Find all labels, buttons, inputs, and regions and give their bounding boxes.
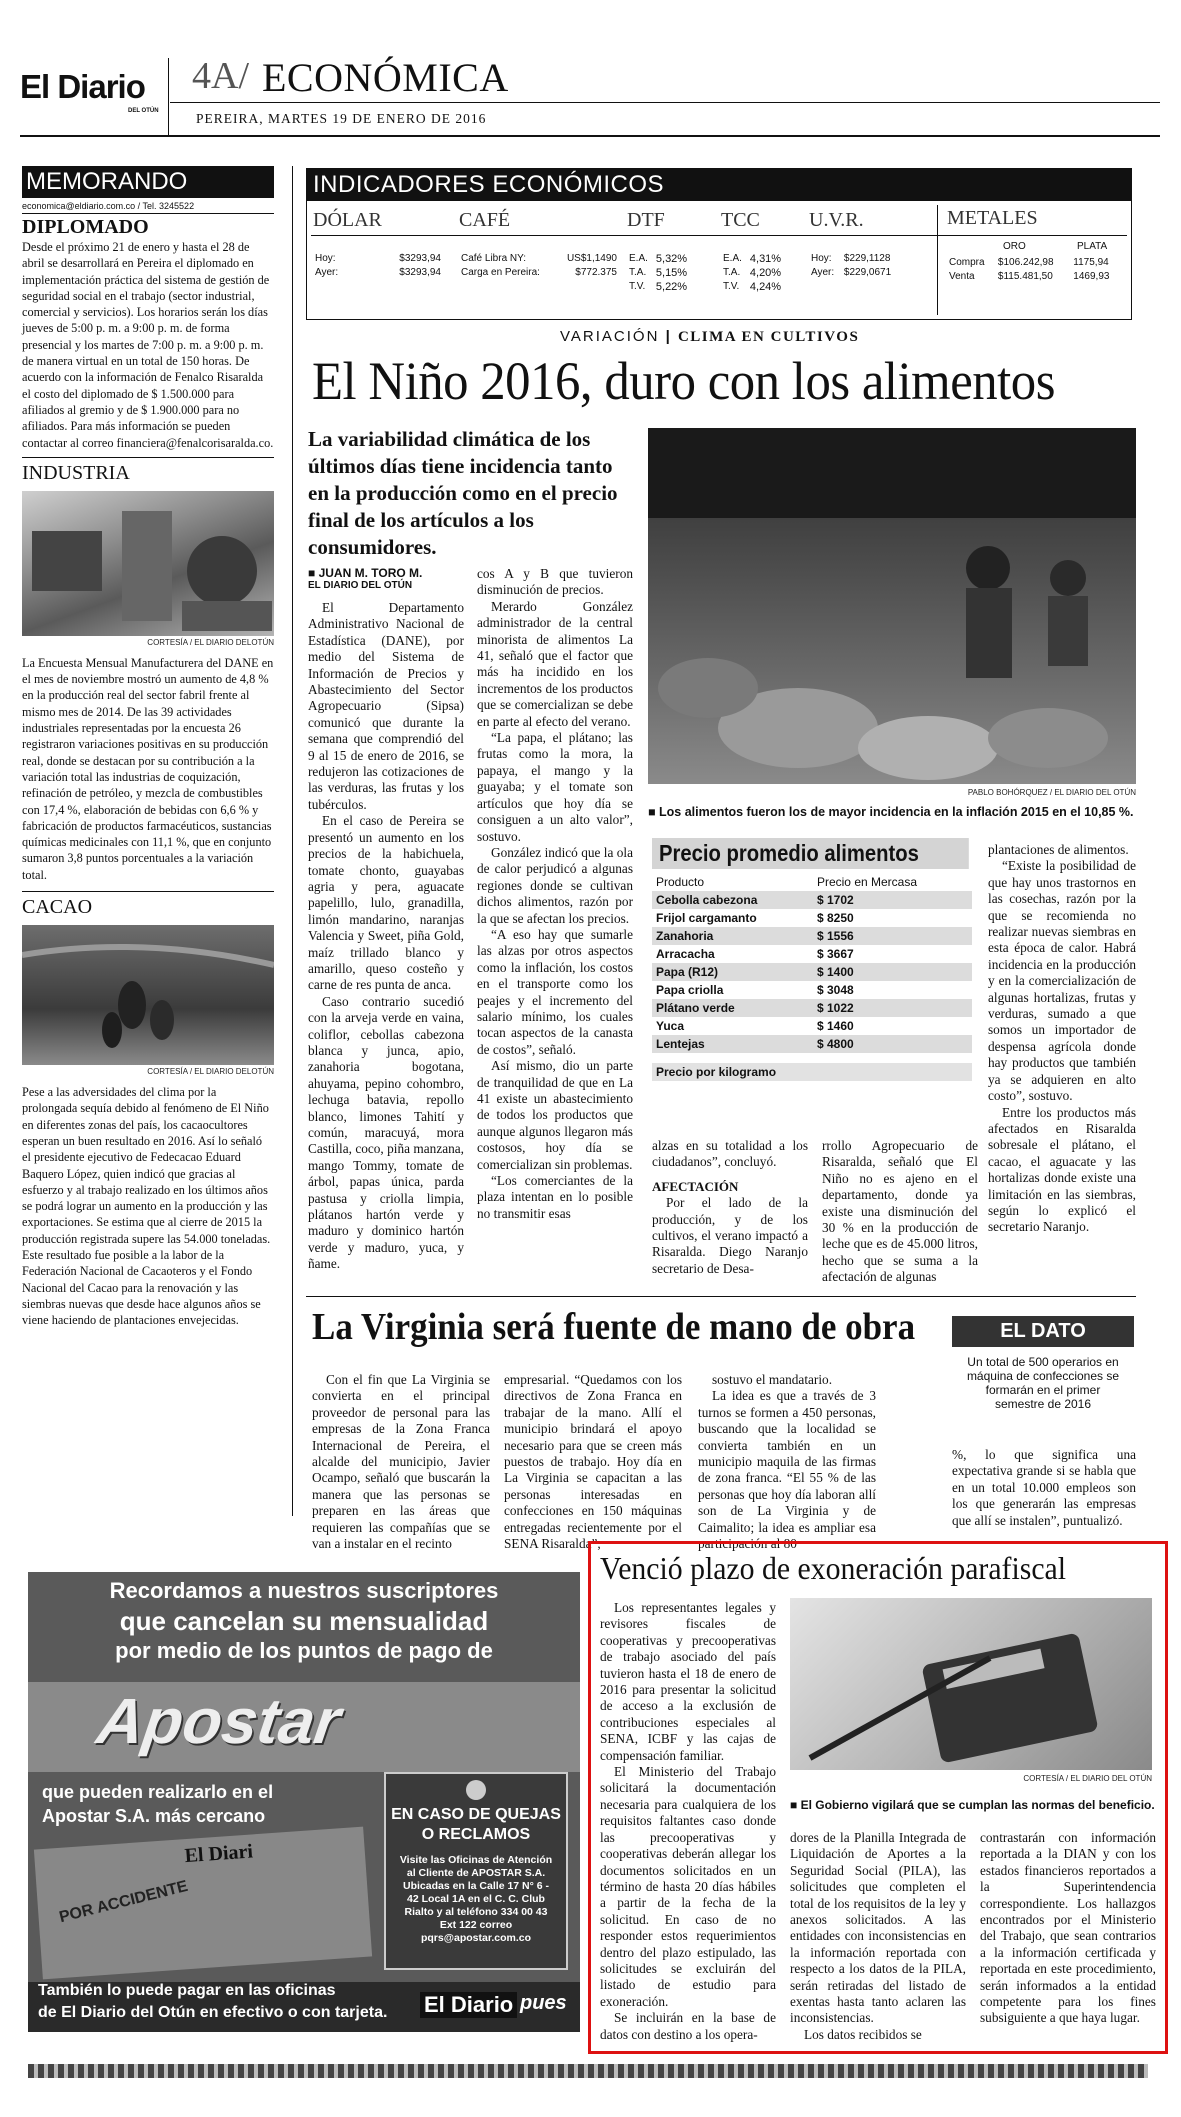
plata-compra: 1175,94 <box>1073 257 1109 268</box>
indicadores-header: INDICADORES ECONÓMICOS <box>307 169 1131 201</box>
precio-product: Yuca <box>656 1019 685 1033</box>
precio-row <box>652 963 972 981</box>
parafiscal-headline: Venció plazo de exoneración parafiscal <box>600 1550 1067 1586</box>
page-number: 4A/ <box>192 55 249 97</box>
section-title: ECONÓMICA <box>262 55 509 100</box>
dolar-ayer-label: Ayer: <box>315 267 339 278</box>
calculator-caption <box>790 1798 1158 1812</box>
tcc-ta-label: T.A. <box>723 267 741 278</box>
paragraph: “La papa, el plátano; las frutas como la mora, la papaya, el mango y la guayaba; y el tomate son artículos que hoy día se consiguen a un alto valor”, sostuvo. <box>477 730 633 844</box>
quejas-title1: EN CASO DE QUEJAS <box>391 1806 561 1823</box>
memorando-header: MEMORANDO <box>22 166 274 198</box>
dolar-hoy-label: Hoy: <box>315 253 336 264</box>
caption-bullet: ■ <box>648 805 660 819</box>
paper-headline-1: POR ACCIDENTE <box>57 1877 190 1927</box>
cacao-photo <box>22 925 274 1065</box>
el-dato-box <box>952 1316 1134 1419</box>
virginia-col1-text: Con el fin que La Virginia se convierta en el principal proveedor de personal para las empresas de la Zona Franca Internacional de Pereira, el alcalde del municipio, Javier Ocampo, señaló que buscarán la manera que las personas se preparen en las áreas que requieren las compañías que se van a instalar en el recinto <box>312 1372 490 1552</box>
calculator-photo <box>790 1598 1152 1770</box>
tcc-ea-label: E.A. <box>723 253 742 264</box>
ad-bottom1: También lo puede pagar en las oficinas <box>38 1982 336 1999</box>
uvr-label: U.V.R. <box>809 209 864 231</box>
precio-product: Arracacha <box>656 947 715 961</box>
paragraph: “Existe la posibilidad de que hay unos trastornos en las cosechas, razón por la que se recomienda no realizar nuevas siembras en esta época de calor. Habrá incidencia en la producción y en la comercialización de algunas hortalizas, frutas y verduras, sumado a que somos un importador de despensa agrícola donde hay productos que también ya se adquieren en alto costo”, sostuvo. <box>988 858 1136 1104</box>
venta-label: Venta <box>949 271 975 282</box>
virginia-col1 <box>312 1372 490 1552</box>
tcc-ea-value: 4,31% <box>749 253 782 265</box>
paragraph: Los datos recibidos se <box>804 2026 922 2042</box>
paragraph: dores de la Planilla Integrada de Liquidación de Aportes a la Seguridad Social (PILA), las solicitudes que completen el total de los requisitos de la ley y anexos solicitados. A las entidades con inconsistencias en la información reportada con respecto a los datos de la PILA, serán retiradas del listado de exentas hasta tanto aclaren las inconsistencias. <box>790 1830 966 2026</box>
ad-line2: que cancelan su mensualidad <box>119 1606 489 1636</box>
precio-footnote: Precio por kilogramo <box>652 1063 972 1081</box>
uvr-table <box>809 251 909 281</box>
el-dato-text: Un total de 500 operarios en máquina de confecciones se formarán en el primer semestre de 2016 <box>966 1355 1120 1411</box>
tcc-tv-label: T.V. <box>723 281 740 292</box>
precio-row <box>652 999 972 1017</box>
paragraph: Los representantes legales y revisores fiscales de cooperativas y precooperativas de trabajo asociado del país tuvieron hasta el 18 de enero de 2016 para presentar la solicitud de acceso a la exclusión de contribuciones especiales al SENA, ICBF y las cajas de compensación familiar. <box>600 1600 776 1763</box>
parafiscal-col3-text: contrastarán con información reportada a la DIAN y con los estados financieros reportados a la Superintendencia correspondiente. Los hallazgos encontrados por el Ministerio del Trabajo, que sean contrarios a la información certificada y reportada en este procedimiento, serán informados a la entidad competente para los fines subsiguiente a que haya lugar. <box>980 1830 1156 2026</box>
industria-title: INDUSTRIA <box>22 457 274 485</box>
precio-product: Papa (R12) <box>656 965 719 979</box>
dtf-ta-label: T.A. <box>629 267 647 278</box>
byline <box>308 566 422 591</box>
cacao-photo-credit: CORTESÍA / EL DIARIO DELOTÚN <box>147 1067 274 1077</box>
apostar-logo: Apostar <box>92 1685 345 1757</box>
dtf-ea-label: E.A. <box>629 253 648 264</box>
memorando-column <box>22 166 274 1328</box>
paragraph: González indicó que la ola de calor perjudicó a algunas regiones donde se cultivan dichos alimentos, razón por la que se afectan los precios. <box>477 844 633 926</box>
ad-eldiario-logo: El Diario <box>420 1992 517 2018</box>
kicker-variacion: VARIACIÓN <box>560 328 660 345</box>
paragraph: El Departamento Administrativo Nacional de Estadística (DANE), por medio del Sistema de Información de Precios y Abastecimiento del Sector Agropecuario (Sipsa) comunicó que durante la semana que comprendió del 9 al 15 de enero de 2016, se redujeron las cotizaciones de las verduras, las frutas y los tubérculos. <box>308 600 464 812</box>
precio-value: $ 3667 <box>816 947 854 961</box>
virginia-col2 <box>504 1372 682 1552</box>
main-headline: El Niño 2016, duro con los alimentos <box>312 351 1055 411</box>
precio-product: Frijol cargamanto <box>656 911 757 925</box>
paragraph: Entre los productos más afectados en Risaralda sobresale el plátano, el cacao, el aguacate y las hortalizas donde existe una limitación en las siembras, según lo explicó el secretario Naranjo. <box>988 1104 1136 1235</box>
paragraph: Caso contrario sucedió con la arveja verde en vaina, coliflor, cebollas cabezona blanca y junca, apio, zanahoria bogotana, ahuyama, pepino cohombro, lechuga batavia, repollo blanco, limones Tahití y común, maracuyá, mora Castilla, coco, piña manzana, mango Tommy, tomate de árbol, papas única, parda pastusa y criolla limpia, plátanos hartón verde y maduro y dominico hartón verde y maduro, yuca, y ñame. <box>308 993 464 1272</box>
precio-header-producto: Producto <box>656 875 705 889</box>
main-col1 <box>308 600 464 1273</box>
kicker-clima: CLIMA EN CULTIVOS <box>677 329 860 345</box>
precio-row <box>652 945 972 963</box>
newspapers-image <box>34 1827 372 1980</box>
uvr-ayer-value: $229,0671 <box>843 267 892 278</box>
dtf-table <box>627 251 699 295</box>
kicker-separator: | <box>665 328 678 345</box>
ind-rule <box>311 235 1127 236</box>
precio-header-precio: Precio en Mercasa <box>816 875 918 889</box>
paragraph: cos A y B que tuvieron disminución de precios. <box>477 566 633 598</box>
paragraph: La idea es que a través de 3 turnos se formen a 450 personas, buscando que la localidad se convierta también en un municipio maquila de las firmas de zona franca. “El 55 % de las personas que hoy día laboran allí son de La Virginia y de Caimalito; la idea es ampliar esa participación al 80 <box>698 1388 876 1552</box>
paper-masthead-1: El Diari <box>183 1840 254 1868</box>
col3-text: Por el lado de la producción, y de los cultivos, el verano impactó a Risaralda. Diego Naranjo secretario de Desa- <box>652 1195 808 1276</box>
market-photo <box>648 428 1136 784</box>
precio-row <box>652 1035 972 1053</box>
cafe-ny-value: US$1,1490 <box>566 253 617 264</box>
metales-table <box>947 255 1123 285</box>
precio-product: Plátano verde <box>656 1001 735 1015</box>
ad-bottom2: de El Diario del Otún en efectivo o con tarjeta. <box>38 2004 388 2021</box>
calc-caption-bullet: ■ <box>790 1798 801 1812</box>
masthead-divider <box>168 58 169 136</box>
paragraph: sostuvo el mandatario. <box>712 1372 833 1387</box>
precio-value: $ 4800 <box>816 1037 854 1051</box>
precio-product: Lentejas <box>656 1037 705 1051</box>
main-deck: La variabilidad climática de los últimos días tiene incidencia tanto en la producción como en el precio final de los artículos a los consumidores. <box>308 427 618 559</box>
ad-line3: por medio de los puntos de pago de <box>115 1638 493 1663</box>
precio-title: Precio promedio alimentos <box>652 838 969 869</box>
precio-product: Zanahoria <box>656 929 714 943</box>
column-divider <box>292 166 293 1516</box>
precio-row <box>652 891 972 909</box>
caption-text: Los alimentos fueron los de mayor incidencia en la inflación 2015 en el 10,85 %. <box>659 805 1134 819</box>
oro-compra: $106.242,98 <box>997 257 1054 268</box>
precio-value: $ 3048 <box>816 983 854 997</box>
precio-product: Cebolla cabezona <box>656 893 758 907</box>
masthead-logo: El Diario <box>20 68 145 105</box>
precio-row <box>652 927 972 945</box>
uvr-ayer-label: Ayer: <box>811 267 835 278</box>
market-stall-image <box>648 428 1136 784</box>
uvr-hoy-label: Hoy: <box>811 253 832 264</box>
memorando-contact: economica@eldiario.com.co / Tel. 3245522 <box>22 201 274 214</box>
virginia-col3 <box>698 1372 876 1552</box>
oro-label: ORO <box>1003 241 1026 252</box>
precio-value: $ 1702 <box>816 893 854 907</box>
market-photo-credit: PABLO BOHÓRQUEZ / EL DIARIO DEL OTÚN <box>967 788 1136 797</box>
quejas-box <box>384 1772 568 1970</box>
ad-pues-logo: pues <box>520 1992 567 2014</box>
tcc-ta-value: 4,20% <box>749 267 782 279</box>
precio-value: $ 8250 <box>816 911 854 925</box>
calculator-image <box>790 1598 1152 1770</box>
ad-line1: Recordamos a nuestros suscriptores <box>109 1578 499 1603</box>
cacao-tree-image <box>22 925 274 1065</box>
masthead-rule <box>170 102 1160 103</box>
parafiscal-col1 <box>600 1600 776 2043</box>
bottom-border <box>28 2064 1148 2078</box>
parafiscal-col2 <box>790 1830 966 2043</box>
paragraph: “Los comerciantes de la plaza intentan en lo posible no transmitir esas <box>477 1173 633 1221</box>
apostar-ad <box>28 1572 580 2032</box>
cafe-table <box>459 251 619 281</box>
factory-machinery-image <box>22 491 274 636</box>
cafe-label: CAFÉ <box>459 209 511 231</box>
compra-label: Compra <box>949 257 985 268</box>
oro-venta: $115.481,50 <box>997 271 1053 282</box>
precio-value: $ 1022 <box>816 1001 854 1015</box>
precio-value: $ 1400 <box>816 965 854 979</box>
ad-line5: Apostar S.A. más cercano <box>42 1806 266 1826</box>
cafe-pereira-value: $772.375 <box>575 267 617 278</box>
dolar-label: DÓLAR <box>313 209 382 231</box>
uvr-hoy-value: $229,1128 <box>843 253 891 264</box>
masthead-rule-bottom <box>20 135 1160 137</box>
byline-outlet: EL DIARIO DEL OTÚN <box>308 580 413 591</box>
cafe-ny-label: Café Libra NY: <box>461 253 527 264</box>
dolar-table <box>313 251 443 281</box>
virginia-col4 <box>952 1447 1136 1529</box>
tcc-tv-value: 4,24% <box>749 281 782 293</box>
dtf-ea-value: 5,32% <box>655 253 688 265</box>
precio-value: $ 1460 <box>816 1019 854 1033</box>
ad-line4: que pueden realizarlo en el <box>42 1782 274 1802</box>
paragraph: En el caso de Pereira se presentó un aumento en los precios de la habichuela, tomate chonto, guayabas agria y pera, aguacate papelillo, lulo, granadilla, limón mandarino, naranjas Valencia y Sweet, piña Gold, maíz trillado blanco y amarillo, queso costeño y carne de res punta de anca. <box>308 813 464 993</box>
dtf-label: DTF <box>627 209 665 231</box>
col3-intro: alzas en su totalidad a los ciudadanos”, concluyó. <box>652 1138 808 1170</box>
tcc-label: TCC <box>721 209 760 231</box>
byline-bullet: ■ <box>308 566 319 580</box>
masthead <box>20 55 1160 138</box>
indicadores-box <box>306 168 1132 320</box>
paragraph: “A eso hay que sumarle las alzas por otros aspectos como la inflación, los costos en el transporte como los peajes y el incremento del salario mínimo, los cuales tocan aspectos de la canasta de costos”, señaló. <box>477 926 633 1057</box>
dolar-ayer-value: $3293,94 <box>399 267 441 278</box>
precio-row <box>652 909 972 927</box>
metales-divider <box>937 205 938 315</box>
paragraph: Se incluirán en la base de datos con destino a los opera- <box>600 2010 776 2042</box>
virginia-col4-text: %, lo que significa una expectativa grande si se habla que en un total 10.000 empleos son los que generarán las empresas que allí se instalen”, puntualizó. <box>952 1447 1136 1528</box>
market-photo-caption <box>648 805 1138 819</box>
virginia-rule <box>306 1296 1136 1297</box>
byline-author <box>308 566 422 580</box>
dolar-hoy-value: $3293,94 <box>399 253 441 264</box>
paragraph: El Ministerio del Trabajo solicitará la documentación necesaria para cualquiera de los requisitos faltantes caso donde las precooperativas y cooperativas deberán allegar los documentos solicitados en un término de hasta 20 días hábiles a partir de la fecha de la solicitud. En caso de no responder estos requerimientos dentro del plazo estipulado, las solicitudes se excluirán del listado de estudio para exoneración. <box>600 1764 776 2009</box>
plata-label: PLATA <box>1077 241 1108 252</box>
afectacion-subhead: AFECTACIÓN <box>652 1178 739 1194</box>
location-icon <box>466 1780 486 1800</box>
precio-value: $ 1556 <box>816 929 854 943</box>
dtf-tv-label: T.V. <box>629 281 646 292</box>
main-col4 <box>822 1138 978 1286</box>
virginia-col2-text: empresarial. “Quedamos con los directivos de Zona Franca en trabajar de la mano. Allí el municipio brindará el apoyo necesario para que se creen más puestos de trabajo. Hoy día en La Virginia se capacitan a las personas interesadas en confecciones en 150 máquinas entregadas recientemente por el SENA Risaralda”, <box>504 1372 682 1552</box>
virginia-headline: La Virginia será fuente de mano de obra <box>312 1306 916 1348</box>
cafe-pereira-label: Carga en Pereira: <box>461 267 540 278</box>
parafiscal-col3 <box>980 1830 1156 2027</box>
precio-table-box <box>652 838 972 1108</box>
byline-name: JUAN M. TORO M. <box>318 566 423 580</box>
cacao-title: CACAO <box>22 891 274 919</box>
industria-photo-credit: CORTESÍA / EL DIARIO DELOTÚN <box>147 637 274 647</box>
dtf-ta-value: 5,15% <box>655 267 688 279</box>
paragraph: plantaciones de alimentos. <box>988 842 1129 857</box>
main-col3 <box>652 1138 808 1277</box>
dtf-tv-value: 5,22% <box>655 281 688 293</box>
precio-row <box>652 981 972 999</box>
quejas-text: Visite las Oficinas de Atención al Cliente de APOSTAR S.A. Ubicadas en la Calle 17 N° 6 - 42 Local 1A en el C. C. Club Rialto y al teléfono 334 00 43 Ext 122 correo pqrs@apostar.com.co <box>399 1854 553 1944</box>
el-dato-title: EL DATO <box>952 1316 1134 1347</box>
paragraph: Merardo González administrador de la central minorista de alimentos La 41, señaló que el factor que más ha incidido en los incrementos de los productos que se comercializan se debe en parte al efecto del verano. <box>477 598 633 729</box>
quejas-title2: O RECLAMOS <box>421 1826 531 1843</box>
plata-venta: 1469,93 <box>1073 271 1110 282</box>
kicker <box>560 328 859 346</box>
precio-product: Papa criolla <box>656 983 724 997</box>
col4-text: rrollo Agropecuario de Risaralda, señaló que El Niño no es ajeno en el departamento, donde ya existe una disminución del 30 % en la producción de leche que es de 45.000 litros, hecho que se suma a la afectación de algunas <box>822 1138 978 1285</box>
diplomado-text: Desde el próximo 21 de enero y hasta el 28 de abril se desarrollará en Pereira el diplomado en implementación práctica del sistema de gestión de seguridad social en el trabajo (sector industrial, comercial y servicios). Los horarios serán los días jueves de 5:00 p. m. a 9:00 p. m. de forma presencial y los martes de 7:00 p. m. a 9:00 p. m. de manera virtual en un total de 150 horas. De acuerdo con la información de Fenalco Risaralda el costo del diplomado de $ 1.500.000 para afiliados al gremio y de $ 1.900.000 para no afiliados. Para más información se pueden contactar al correo financiera@fenalcorisaralda.co. <box>22 240 274 450</box>
paragraph: Así mismo, dio un parte de tranquilidad de que en La 41 existe un abastecimiento de todos los productos que aunque algunos llegaron más costosos, hoy día se comercializan sin problemas. <box>477 1058 633 1172</box>
precio-table <box>652 873 972 1053</box>
precio-row <box>652 1017 972 1035</box>
masthead-logo-sub: DEL OTÚN <box>128 108 159 114</box>
diplomado-title: DIPLOMADO <box>22 216 149 238</box>
industria-photo <box>22 491 274 636</box>
calc-caption-text: El Gobierno vigilará que se cumplan las normas del beneficio. <box>800 1798 1155 1812</box>
tcc-table <box>721 251 793 295</box>
metales-label: METALES <box>947 207 1038 229</box>
main-col5 <box>988 842 1136 1236</box>
edition-date: PEREIRA, MARTES 19 DE ENERO DE 2016 <box>196 111 487 126</box>
calculator-photo-credit: CORTESÍA / EL DIARIO DEL OTÚN <box>1023 1774 1152 1783</box>
main-col2 <box>477 566 633 1222</box>
industria-text: La Encuesta Mensual Manufacturera del DANE en el mes de noviembre mostró un aumento de 4,8 % en la producción real del sector fabril frente al mismo mes de 2014. De las 39 actividades industriales representadas por la encuesta 26 registraron variaciones positivas en su producción real, donde se destacan por su contribución a la variación total las industrias de coquización, refinación de petróleo, y mezcla de combustibles con 17,4 %, elaboración de bebidas con 6,6 % y fabricación de productos farmacéuticos, sustancias químicas medicinales con 11,1 %, que en conjunto sumaron 3,8 puntos porcentuales a la variación total. <box>22 655 274 882</box>
cacao-text: Pese a las adversidades del clima por la prolongada sequía debido al fenómeno de El Niño en diferentes zonas del país, los cacaocultores esperan un buen resultado en 2016. Así lo señaló el presidente ejecutivo de Fedecacao Eduard Baquero López, quien indicó que gracias al esfuerzo y al trabajo realizado en los últimos años se podrá lograr un aumento en la producción y las exportaciones. Se estima que al cierre de 2015 la producción registrada supere las 54.000 toneladas. Este resultado fue posible a la labor de la Federación Nacional de Cacaoteros y el Fondo Nacional del Cacao para la renovación y las siembras nuevas que desde hace algunos años se viene haciendo de plantaciones envejecidas. <box>22 1085 271 1328</box>
